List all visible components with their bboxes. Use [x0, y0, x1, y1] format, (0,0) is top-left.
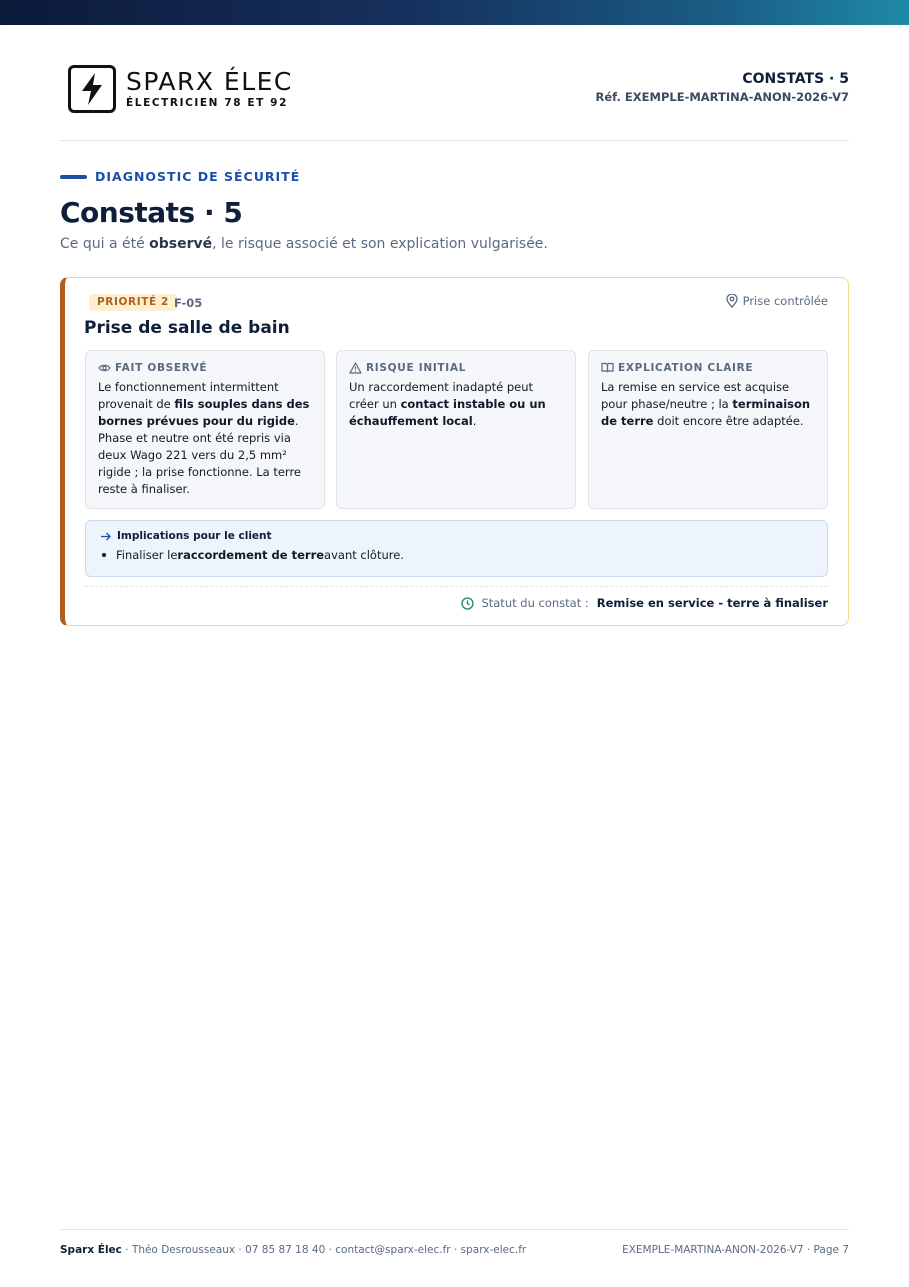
- clock-icon: [461, 597, 474, 610]
- client-implications: [85, 520, 828, 577]
- eyebrow-label: DIAGNOSTIC DE SÉCURITÉ: [95, 169, 301, 184]
- status-divider: [85, 586, 828, 587]
- implication-item: Finaliser le raccordement de terre avant clôture.: [116, 548, 813, 562]
- page-subtitle: Ce qui a été observé, le risque associé et son explication vulgarisée.: [60, 236, 548, 252]
- finding-status: [461, 596, 828, 610]
- location-pin-icon: [726, 294, 738, 308]
- lightning-icon: [68, 65, 116, 113]
- brand-name: SPARX ÉLEC: [126, 67, 293, 96]
- observed-panel: [85, 350, 325, 509]
- explanation-label: EXPLICATION CLAIRE: [618, 361, 754, 374]
- status-label: Statut du constat :: [481, 596, 589, 610]
- eye-icon: [98, 363, 111, 373]
- finding-location: Prise contrôlée: [726, 294, 828, 308]
- arrow-right-icon: [100, 532, 111, 541]
- page-title: Constats · 5: [60, 196, 243, 229]
- brand-tagline: ÉLECTRICIEN 78 ET 92: [126, 97, 288, 109]
- section-eyebrow: [60, 169, 300, 184]
- status-value: Remise en service - terre à finaliser: [596, 596, 828, 610]
- risk-text: Un raccordement inadapté peut créer un contact instable ou un échauffement local.: [349, 380, 546, 428]
- implications-title: Implications pour le client: [117, 530, 272, 542]
- risk-panel: [336, 350, 576, 509]
- footer-page-number: EXEMPLE-MARTINA-ANON-2026-V7 · Page 7: [622, 1244, 849, 1256]
- observed-label: FAIT OBSERVÉ: [115, 361, 208, 374]
- eyebrow-accent-bar: [60, 175, 87, 179]
- explanation-text: La remise en service est acquise pour phase/neutre ; la terminaison de terre doit encore être adaptée.: [601, 380, 811, 428]
- observed-text: Le fonctionnement intermittent provenait de fils souples dans des bornes prévues pour du rigide. Phase et neutre ont été repris via deux Wago 221 vers du 2,5 mm² rigide ; la prise fonctionne. La terre reste à finaliser.: [98, 380, 310, 496]
- brand-logo: [68, 65, 293, 113]
- finding-code: F-05: [174, 296, 203, 310]
- header-title: CONSTATS · 5: [742, 71, 849, 87]
- page-header: [60, 62, 849, 122]
- explanation-panel: [588, 350, 828, 509]
- finding-card: [60, 277, 849, 626]
- risk-label: RISQUE INITIAL: [366, 361, 467, 374]
- footer-contact: Sparx Élec · Théo Desrousseaux · 07 85 87 18 40 · contact@sparx-elec.fr · sparx-elec.fr: [60, 1244, 527, 1256]
- top-gradient-bar: [0, 0, 909, 25]
- header-divider: [60, 140, 849, 141]
- finding-title: Prise de salle de bain: [84, 318, 290, 338]
- warning-icon: [349, 362, 362, 374]
- priority-badge: PRIORITÉ 2: [89, 294, 177, 311]
- footer-divider: [60, 1229, 849, 1230]
- header-reference: Réf. EXEMPLE-MARTINA-ANON-2026-V7: [595, 90, 849, 104]
- open-book-icon: [601, 362, 614, 373]
